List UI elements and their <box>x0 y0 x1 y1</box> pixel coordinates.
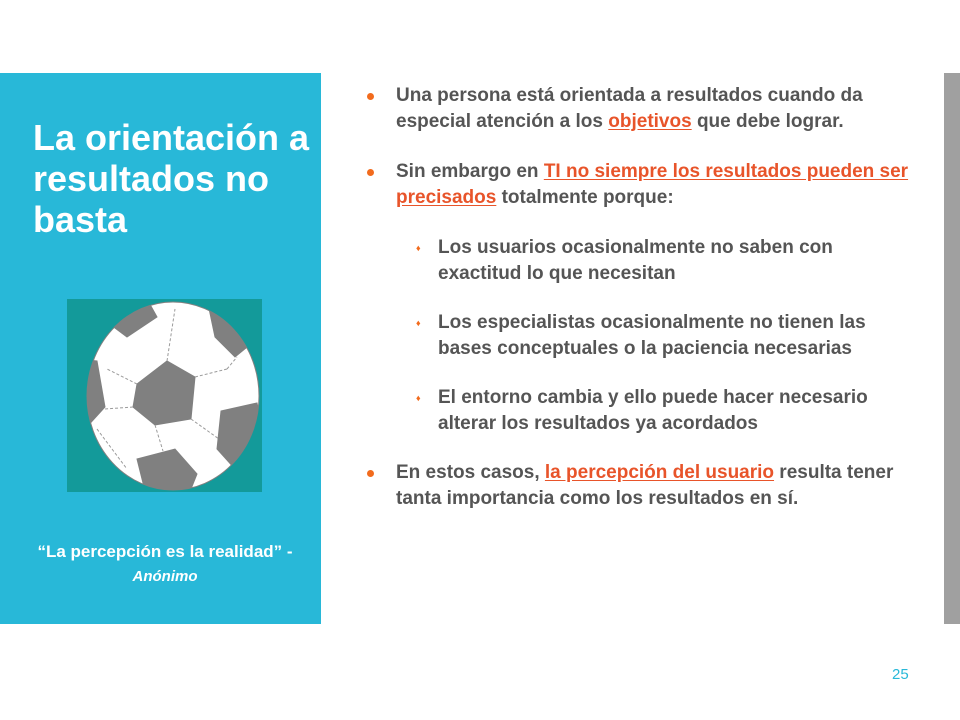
bullet-text: Sin embargo en <box>396 161 544 182</box>
sub-bullet-item <box>367 235 912 287</box>
sub-bullet-icon: ♦ <box>416 318 421 328</box>
sub-bullet-item <box>367 310 912 362</box>
sub-bullet-text: Los usuarios ocasionalmente no saben con exactitud lo que necesitan <box>438 237 833 284</box>
bullet-item <box>367 159 912 211</box>
sub-bullet-icon: ♦ <box>416 393 421 403</box>
sub-bullet-icon: ♦ <box>416 243 421 253</box>
bullet-text: Una persona está orientada a resultados cuando da especial atención a los <box>396 85 863 132</box>
side-bar <box>944 73 960 624</box>
bullet-link[interactable]: TI no siempre los resultados pueden ser precisados <box>396 161 909 208</box>
page-number: 25 <box>892 666 909 683</box>
sub-bullet-text: El entorno cambia y ello puede hacer necesario alterar los resultados ya acordados <box>438 387 868 434</box>
slide-title: La orientación a resultados no basta <box>33 117 310 240</box>
quote <box>30 540 300 589</box>
bullet-text: resulta tener tanta importancia como los resultados en sí. <box>396 462 894 509</box>
soccer-ball-icon <box>67 299 262 492</box>
bullet-dot-icon <box>367 169 374 176</box>
soccer-ball-image <box>67 299 262 492</box>
sub-bullet-item <box>367 385 912 437</box>
bullet-dot-icon <box>367 470 374 477</box>
bullet-dot-icon <box>367 93 374 100</box>
bullet-item <box>367 83 912 135</box>
bullet-text: que debe lograr. <box>691 111 844 132</box>
bullet-link[interactable]: objetivos <box>608 111 692 132</box>
quote-text: “La percepción es la realidad” - <box>37 542 293 561</box>
sub-bullet-text: Los especialistas ocasionalmente no tienen las bases conceptuales o la paciencia necesarias <box>438 312 866 359</box>
bullet-text: totalmente porque: <box>496 187 674 208</box>
quote-author: Anónimo <box>132 568 198 585</box>
bullet-text: En estos casos, <box>396 462 545 483</box>
bullet-link[interactable]: la percepción del usuario <box>544 462 775 483</box>
bullet-item <box>367 460 912 512</box>
bullet-list <box>367 83 912 512</box>
